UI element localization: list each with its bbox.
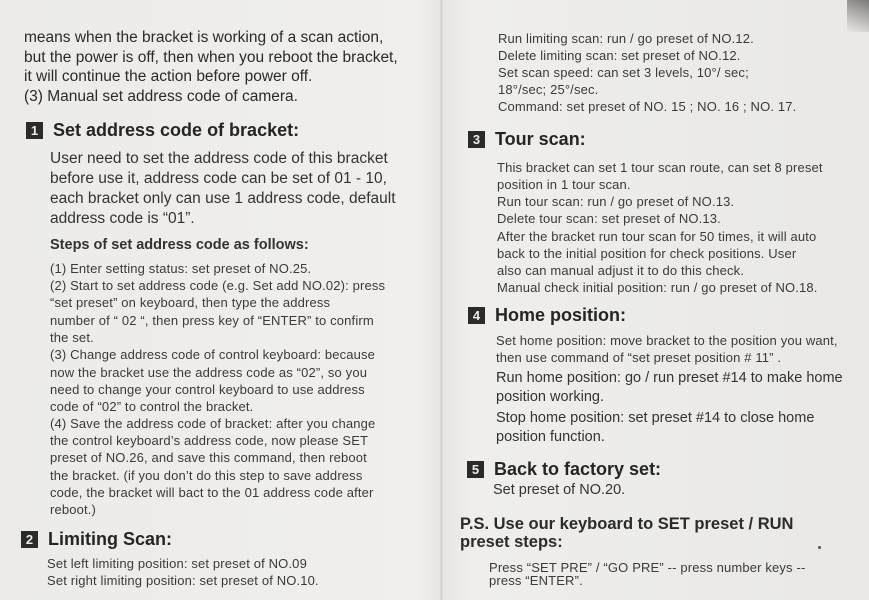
home-line: then use command of “set preset position # 11” . [496, 350, 782, 365]
limit-line: Set right limiting position: set preset of NO.10. [47, 573, 319, 588]
section-3-heading [468, 130, 586, 148]
step-line: (4) Save the address code of bracket: after you change [50, 416, 376, 431]
section-5-heading [467, 460, 661, 478]
limit-line: Set left limiting position: set preset of NO.09 [47, 556, 307, 571]
scan-line: Delete limiting scan: set preset of NO.12. [498, 48, 741, 63]
step-line: the control keyboard’s address code, now please SET [50, 433, 369, 448]
section-title: Back to factory set: [494, 459, 662, 479]
tour-line: back to the initial position for check positions. User [497, 246, 797, 261]
step-line: preset of NO.26, and save this command, then reboot [50, 450, 367, 465]
section-title: Set address code of bracket: [53, 120, 300, 140]
intro-line: (3) Manual set address code of camera. [24, 88, 298, 105]
home-line: position working. [496, 389, 604, 405]
step-line: the bracket. (if you don’t do this step to save address [50, 468, 363, 483]
section-number-badge: 1 [26, 122, 43, 139]
lead-line: each bracket only can use 1 address code, default [50, 190, 396, 207]
scan-line: Command: set preset of NO. 15 ; NO. 16 ; NO. 17. [498, 99, 797, 114]
home-line: position function. [496, 429, 605, 445]
intro-line: means when the bracket is working of a scan action, [24, 29, 384, 46]
home-line: Set home position: move bracket to the position you want, [496, 333, 838, 348]
step-line: now the bracket use the address code as “02”, so you [50, 365, 368, 380]
lead-line: before use it, address code can be set of 01 - 10, [50, 170, 387, 187]
intro-line: but the power is off, then when you reboot the bracket, [24, 49, 398, 66]
step-line: reboot.) [50, 502, 97, 517]
section-title: Home position: [495, 305, 626, 325]
step-line: code, the bracket will bact to the 01 address code after [50, 485, 374, 500]
tour-line: After the bracket run tour scan for 50 times, it will auto [497, 229, 817, 244]
ps-title: P.S. Use our keyboard to SET preset / RUN [460, 515, 794, 533]
corner-shadow [847, 0, 869, 32]
section-title: Limiting Scan: [48, 529, 173, 549]
page-fold [440, 0, 443, 600]
section-number-badge: 2 [21, 531, 38, 548]
section-1-heading [26, 121, 299, 139]
ps-title: preset steps: [460, 533, 563, 551]
scan-line: Run limiting scan: run / go preset of NO.12. [498, 31, 754, 46]
step-line: (1) Enter setting status: set preset of NO.25. [50, 261, 312, 276]
section-4-heading [468, 306, 626, 324]
tour-line: Manual check initial position: run / go preset of NO.18. [497, 280, 818, 295]
step-line: need to change your control keyboard to use address [50, 382, 365, 397]
lead-line: address code is “01”. [50, 210, 195, 227]
intro-line: it will continue the action before power off. [24, 68, 313, 85]
ps-line: Press “SET PRE” / “GO PRE” -- press number keys -- [489, 560, 806, 575]
tour-line: position in 1 tour scan. [497, 177, 631, 192]
tour-line: This bracket can set 1 tour scan route, can set 8 preset [497, 160, 823, 175]
section-number-badge: 5 [467, 461, 484, 478]
step-line: the set. [50, 330, 94, 345]
section-2-heading [21, 530, 172, 548]
home-line: Stop home position: set preset #14 to close home [496, 410, 815, 426]
scan-line: Set scan speed: can set 3 levels, 10°/ sec; [498, 65, 749, 80]
tour-line: Run tour scan: run / go preset of NO.13. [497, 194, 735, 209]
step-line: (3) Change address code of control keyboard: because [50, 347, 376, 362]
factory-line: Set preset of NO.20. [493, 482, 626, 498]
steps-heading: Steps of set address code as follows: [50, 237, 309, 253]
lead-line: User need to set the address code of this bracket [50, 150, 388, 167]
home-line: Run home position: go / run preset #14 to make home [496, 370, 843, 386]
section-number-badge: 4 [468, 307, 485, 324]
scan-line: 18°/sec; 25°/sec. [498, 82, 599, 97]
tour-line: also can manual adjust it to do this check. [497, 263, 745, 278]
step-line: code of “02” to control the bracket. [50, 399, 254, 414]
ps-line: press “ENTER”. [489, 573, 583, 588]
step-line: number of “ 02 “, then press key of “ENTER” to confirm [50, 313, 374, 328]
section-number-badge: 3 [468, 131, 485, 148]
speck-dot [818, 546, 821, 549]
section-title: Tour scan: [495, 129, 586, 149]
tour-line: Delete tour scan: set preset of NO.13. [497, 211, 721, 226]
step-line: “set preset” on keyboard, then type the address [50, 295, 331, 310]
step-line: (2) Start to set address code (e.g. Set add NO.02): press [50, 278, 386, 293]
